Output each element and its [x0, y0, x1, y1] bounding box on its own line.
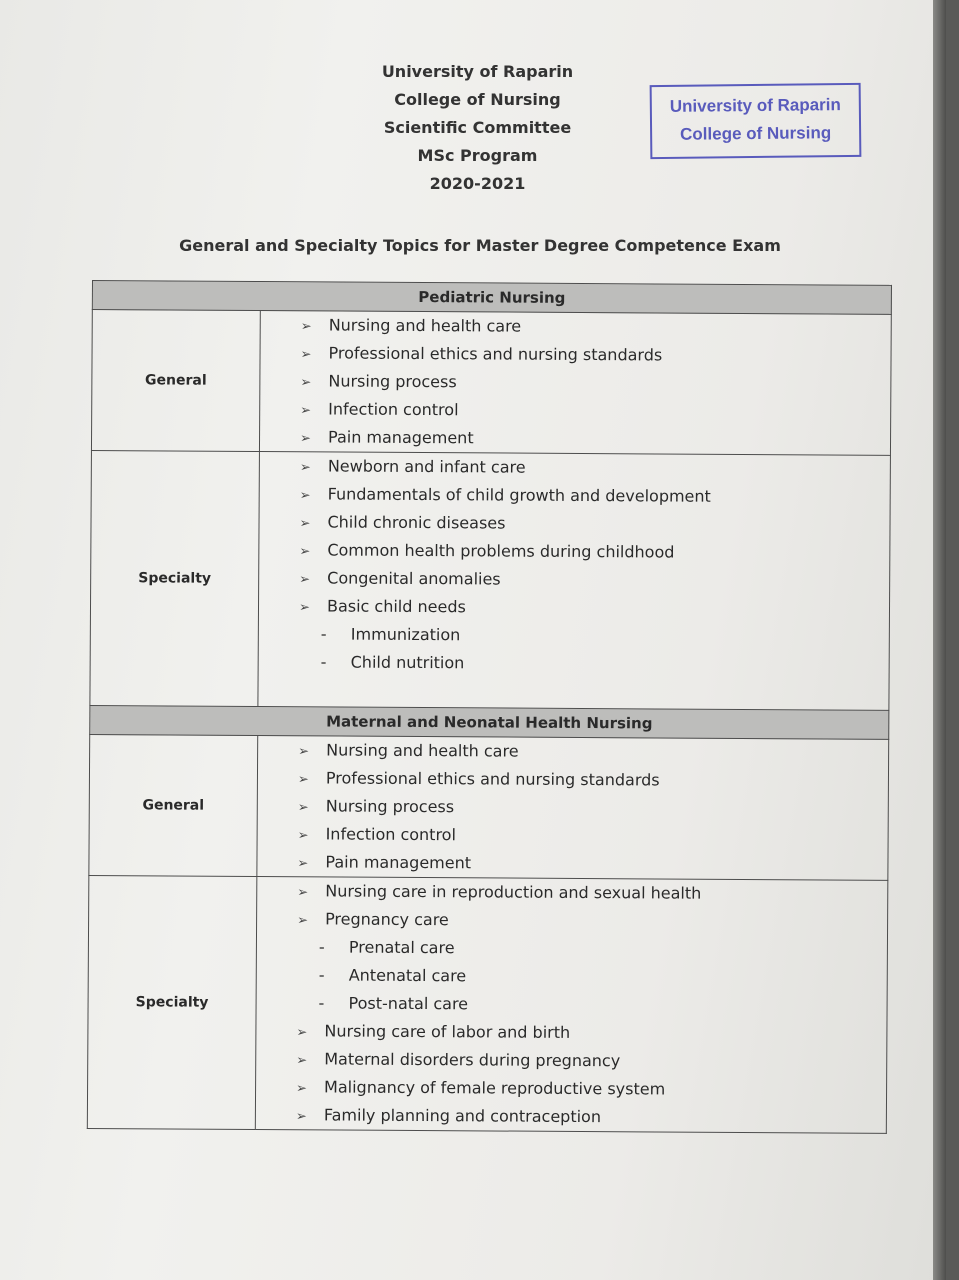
topic-list — [297, 736, 888, 880]
list-item: ➢ Fundamentals of child growth and development — [300, 480, 890, 512]
arrow-bullet-icon: ➢ — [300, 319, 312, 335]
list-item: ➢ Professional ethics and nursing standards — [300, 339, 890, 371]
list-item: ➢ Nursing and health care — [298, 736, 888, 768]
arrow-bullet-icon: ➢ — [299, 488, 311, 504]
arrow-bullet-icon: ➢ — [300, 375, 312, 391]
list-item: ➢ Malignancy of female reproductive system — [296, 1073, 886, 1105]
header-year: 2020-2021 — [429, 174, 526, 193]
arrow-bullet-icon: ➢ — [296, 1053, 308, 1069]
arrow-bullet-icon: ➢ — [299, 572, 311, 588]
arrow-bullet-icon: ➢ — [297, 856, 309, 872]
document-header — [300, 58, 655, 198]
stamp-line-2: College of Nursing — [679, 123, 832, 144]
list-item: ➢ Nursing and health care — [301, 311, 891, 343]
sub-list-item: - Post-natal care — [297, 989, 887, 1021]
topics-table — [87, 280, 892, 1134]
list-item: ➢ Basic child needs — [299, 592, 889, 624]
document-title: General and Specialty Topics for Master Degree Competence Exam — [179, 236, 781, 255]
arrow-bullet-icon: ➢ — [300, 403, 312, 419]
arrow-bullet-icon: ➢ — [297, 800, 309, 816]
dash-bullet-icon: - — [320, 624, 327, 644]
topic-list — [300, 311, 891, 455]
header-college: College of Nursing — [394, 90, 561, 109]
header-program: MSc Program — [417, 146, 538, 165]
sub-list-item: - Prenatal care — [297, 933, 887, 965]
university-stamp — [650, 83, 862, 159]
list-item: ➢ Nursing process — [300, 367, 890, 399]
arrow-bullet-icon: ➢ — [299, 460, 311, 476]
list-item: ➢ Congenital anomalies — [299, 564, 889, 596]
list-item: ➢ Professional ethics and nursing standards — [298, 764, 888, 796]
dash-bullet-icon: - — [318, 937, 325, 957]
list-item: ➢ Newborn and infant care — [300, 452, 890, 484]
list-item: ➢ Pain management — [297, 848, 887, 880]
arrow-bullet-icon: ➢ — [296, 1081, 308, 1097]
row-label-specialty: Specialty — [87, 875, 257, 1129]
arrow-bullet-icon: ➢ — [295, 1109, 307, 1125]
list-item: ➢ Family planning and contraception — [296, 1101, 886, 1133]
list-item: ➢ Nursing process — [298, 792, 888, 824]
list-item: ➢ Pain management — [300, 423, 890, 455]
arrow-bullet-icon: ➢ — [298, 600, 310, 616]
sub-list-item: - Immunization — [299, 620, 889, 652]
list-item: ➢ Nursing care in reproduction and sexual health — [297, 877, 887, 909]
sub-list-item: - Child nutrition — [299, 648, 889, 680]
specialty-topics-cell — [255, 877, 888, 1134]
row-label-general: General — [91, 310, 260, 452]
list-item: ➢ Infection control — [300, 395, 890, 427]
list-item: ➢ Common health problems during childhood — [299, 536, 889, 568]
list-item: ➢ Child chronic diseases — [299, 508, 889, 540]
dash-bullet-icon: - — [320, 652, 327, 672]
row-label-general: General — [89, 734, 258, 876]
page-edge-shadow — [933, 0, 946, 1280]
general-row — [91, 310, 891, 456]
arrow-bullet-icon: ➢ — [297, 772, 309, 788]
section-title-maternal: Maternal and Neonatal Health Nursing — [90, 705, 889, 739]
specialty-row — [90, 450, 891, 710]
specialty-topics-cell — [258, 452, 891, 711]
stamp-line-1: University of Raparin — [669, 95, 841, 116]
arrow-bullet-icon: ➢ — [299, 544, 311, 560]
row-label-specialty: Specialty — [90, 450, 260, 706]
dash-bullet-icon: - — [318, 993, 325, 1013]
topic-list — [299, 452, 890, 680]
header-committee: Scientific Committee — [383, 118, 572, 137]
section-title-pediatric: Pediatric Nursing — [92, 281, 891, 315]
general-topics-cell — [259, 311, 891, 456]
list-item: ➢ Infection control — [298, 820, 888, 852]
arrow-bullet-icon: ➢ — [297, 913, 309, 929]
dash-bullet-icon: - — [318, 965, 325, 985]
arrow-bullet-icon: ➢ — [299, 516, 311, 532]
list-item: ➢ Pregnancy care — [297, 905, 887, 937]
header-university: University of Raparin — [381, 62, 574, 81]
arrow-bullet-icon: ➢ — [300, 347, 312, 363]
list-item: ➢ Nursing care of labor and birth — [296, 1017, 886, 1049]
topic-list — [296, 877, 888, 1133]
arrow-bullet-icon: ➢ — [297, 828, 309, 844]
arrow-bullet-icon: ➢ — [297, 885, 309, 901]
specialty-row — [87, 875, 888, 1133]
arrow-bullet-icon: ➢ — [299, 431, 311, 447]
arrow-bullet-icon: ➢ — [298, 744, 310, 760]
arrow-bullet-icon: ➢ — [296, 1025, 308, 1041]
general-row — [89, 734, 889, 880]
list-item: ➢ Maternal disorders during pregnancy — [296, 1045, 886, 1077]
sub-list-item: - Antenatal care — [297, 961, 887, 993]
general-topics-cell — [257, 736, 889, 881]
